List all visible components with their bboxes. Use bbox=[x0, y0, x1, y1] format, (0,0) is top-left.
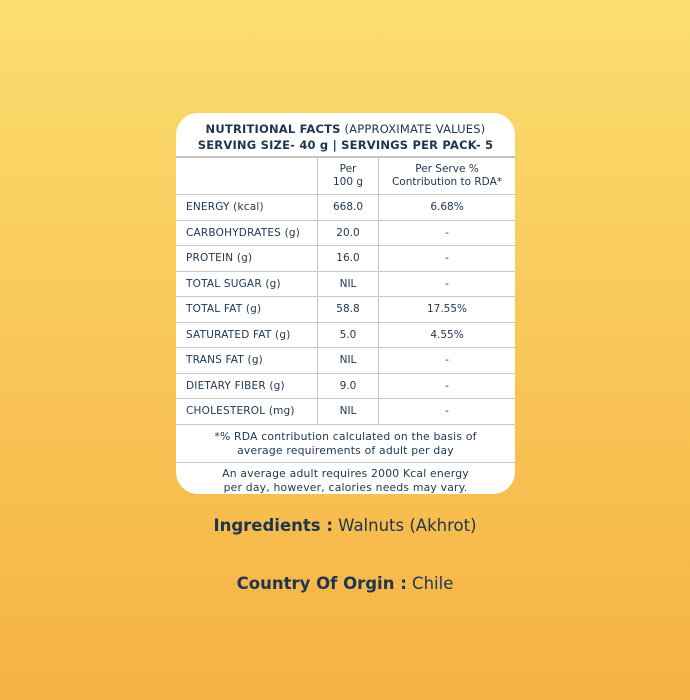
table-row bbox=[176, 195, 515, 221]
rda-value: - bbox=[379, 399, 516, 425]
nutrition-table bbox=[176, 157, 515, 425]
origin-label: Country Of Orgin : bbox=[236, 574, 407, 593]
table-row bbox=[176, 246, 515, 272]
rda-value: - bbox=[379, 246, 516, 272]
rda-value: 17.55% bbox=[379, 297, 516, 323]
table-row bbox=[176, 297, 515, 323]
energy-footnote-line1: An average adult requires 2000 Kcal energy bbox=[222, 466, 469, 480]
nutrient-label: TOTAL SUGAR (g) bbox=[176, 271, 318, 297]
table-row bbox=[176, 271, 515, 297]
table-row bbox=[176, 220, 515, 246]
table-row bbox=[176, 399, 515, 425]
nutrient-label: ENERGY (kcal) bbox=[176, 195, 318, 221]
rda-footnote-line1: *% RDA contribution calculated on the basis of bbox=[214, 429, 477, 443]
origin-line bbox=[0, 574, 690, 593]
rda-value: - bbox=[379, 271, 516, 297]
per-100g-value: 9.0 bbox=[318, 373, 379, 399]
energy-footnote-line2: per day, however, calories needs may vary. bbox=[223, 480, 468, 494]
header-per-line2: 100 g bbox=[332, 176, 364, 188]
nutrition-title-bold: NUTRITIONAL FACTS bbox=[205, 122, 341, 136]
table-row bbox=[176, 322, 515, 348]
nutrient-label: SATURATED FAT (g) bbox=[176, 322, 318, 348]
nutrient-label: DIETARY FIBER (g) bbox=[176, 373, 318, 399]
nutrition-title bbox=[176, 121, 515, 137]
per-100g-value: NIL bbox=[318, 271, 379, 297]
nutrition-header bbox=[176, 113, 515, 156]
nutrient-label: CARBOHYDRATES (g) bbox=[176, 220, 318, 246]
per-100g-value: 5.0 bbox=[318, 322, 379, 348]
nutrient-label: CHOLESTEROL (mg) bbox=[176, 399, 318, 425]
rda-footnote-line2: average requirements of adult per day bbox=[237, 443, 454, 457]
header-rda bbox=[379, 158, 516, 195]
rda-value: 4.55% bbox=[379, 322, 516, 348]
header-blank-cell bbox=[176, 158, 318, 195]
serving-line: SERVING SIZE- 40 g | SERVINGS PER PACK- 5 bbox=[197, 138, 494, 152]
header-per-line1: Per bbox=[339, 163, 357, 175]
header-rda-line1: Per Serve % bbox=[415, 163, 479, 175]
rda-value: - bbox=[379, 348, 516, 374]
ingredients-line bbox=[0, 516, 690, 535]
per-100g-value: 20.0 bbox=[318, 220, 379, 246]
rda-value: 6.68% bbox=[379, 195, 516, 221]
rda-value: - bbox=[379, 373, 516, 399]
header-rda-line2: Contribution to RDA* bbox=[391, 176, 503, 188]
table-row bbox=[176, 373, 515, 399]
origin-value: Chile bbox=[406, 574, 454, 593]
nutrition-facts-panel bbox=[176, 113, 515, 494]
energy-footnote bbox=[176, 463, 515, 495]
nutrition-title-rest: (APPROXIMATE VALUES) bbox=[340, 122, 486, 136]
rda-footnote bbox=[176, 425, 515, 463]
per-100g-value: 16.0 bbox=[318, 246, 379, 272]
ingredients-label: Ingredients : bbox=[213, 516, 333, 535]
per-100g-value: NIL bbox=[318, 348, 379, 374]
header-per-100g bbox=[318, 158, 379, 195]
ingredients-value: Walnuts (Akhrot) bbox=[332, 516, 477, 535]
per-100g-value: 668.0 bbox=[318, 195, 379, 221]
nutrient-label: TRANS FAT (g) bbox=[176, 348, 318, 374]
rda-value: - bbox=[379, 220, 516, 246]
nutrient-label: PROTEIN (g) bbox=[176, 246, 318, 272]
per-100g-value: NIL bbox=[318, 399, 379, 425]
per-100g-value: 58.8 bbox=[318, 297, 379, 323]
table-header-row bbox=[176, 158, 515, 195]
nutrition-rows bbox=[176, 195, 515, 425]
nutrient-label: TOTAL FAT (g) bbox=[176, 297, 318, 323]
table-row bbox=[176, 348, 515, 374]
